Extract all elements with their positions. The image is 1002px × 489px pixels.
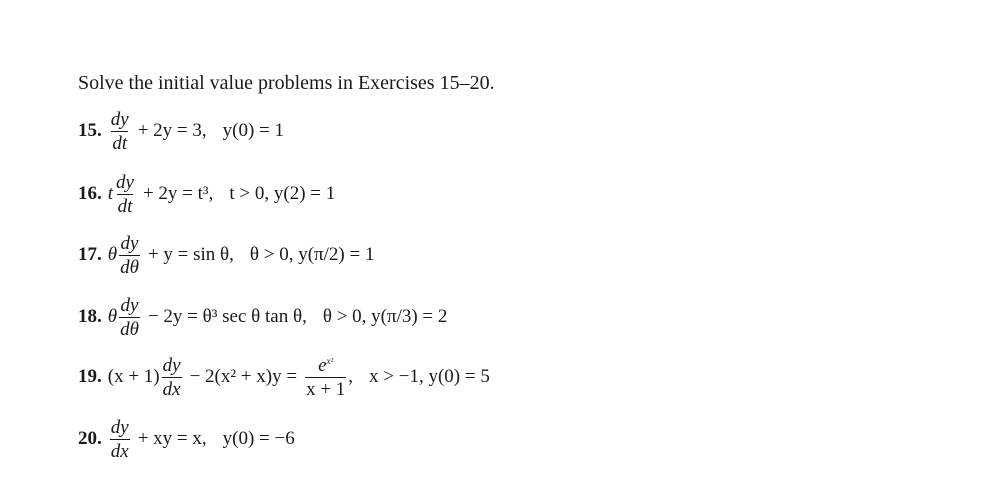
equation-rest: − 2(x² + x)y = — [189, 366, 298, 387]
rhs-fraction — [305, 356, 346, 399]
rhs-numerator-base: e — [318, 354, 327, 376]
equation-rest: + 2y = 3, — [137, 120, 207, 141]
derivative-fraction — [110, 418, 130, 461]
problem-19 — [78, 352, 490, 402]
problem-15 — [78, 106, 284, 156]
problem-16 — [78, 169, 335, 219]
equation-rest: + y = sin θ, — [147, 244, 234, 265]
derivative-fraction — [119, 234, 140, 277]
initial-condition: x > −1, y(0) = 5 — [369, 366, 490, 387]
initial-condition: t > 0, y(2) = 1 — [229, 183, 336, 204]
rhs-numerator — [317, 356, 334, 377]
exercise-heading: Solve the initial value problems in Exercises 15–20. — [78, 72, 495, 94]
problem-number: 19. — [78, 366, 102, 387]
initial-condition: θ > 0, y(π/2) = 1 — [249, 244, 375, 265]
equation-rest: + 2y = t³, — [142, 183, 214, 204]
problem-number: 17. — [78, 244, 102, 265]
fraction-numerator: dy — [110, 416, 129, 438]
derivative-fraction — [162, 356, 182, 399]
fraction-numerator: dy — [120, 294, 139, 316]
derivative-fraction — [110, 110, 130, 153]
fraction-numerator: dy — [162, 354, 181, 376]
fraction-denominator: dx — [110, 440, 129, 462]
problem-number: 15. — [78, 120, 102, 141]
problem-20 — [78, 414, 295, 464]
problem-18 — [78, 292, 447, 342]
initial-condition: y(0) = 1 — [222, 120, 284, 141]
fraction-numerator: dy — [120, 232, 139, 254]
rhs-comma: , — [348, 366, 354, 387]
equation-prefix: t — [107, 183, 114, 204]
fraction-denominator: dθ — [120, 256, 139, 278]
equation-prefix: θ — [107, 306, 118, 327]
equation-prefix: (x + 1) — [107, 366, 160, 387]
fraction-denominator: dt — [117, 195, 133, 217]
equation-rest: − 2y = θ³ sec θ tan θ, — [147, 306, 307, 327]
problem-number: 18. — [78, 306, 102, 327]
initial-condition: θ > 0, y(π/3) = 2 — [322, 306, 448, 327]
fraction-numerator: dy — [110, 108, 129, 130]
problem-number: 16. — [78, 183, 102, 204]
problem-number: 20. — [78, 428, 102, 449]
initial-condition: y(0) = −6 — [222, 428, 295, 449]
derivative-fraction — [119, 296, 140, 339]
fraction-denominator: dθ — [120, 318, 139, 340]
derivative-fraction — [115, 173, 135, 216]
problem-17 — [78, 230, 374, 280]
equation-rest: + xy = x, — [137, 428, 207, 449]
fraction-denominator: dt — [112, 132, 128, 154]
rhs-denominator: x + 1 — [306, 378, 346, 400]
rhs-numerator-exponent: x² — [326, 355, 334, 366]
fraction-denominator: dx — [162, 378, 181, 400]
equation-prefix: θ — [107, 244, 118, 265]
fraction-numerator: dy — [116, 171, 134, 193]
